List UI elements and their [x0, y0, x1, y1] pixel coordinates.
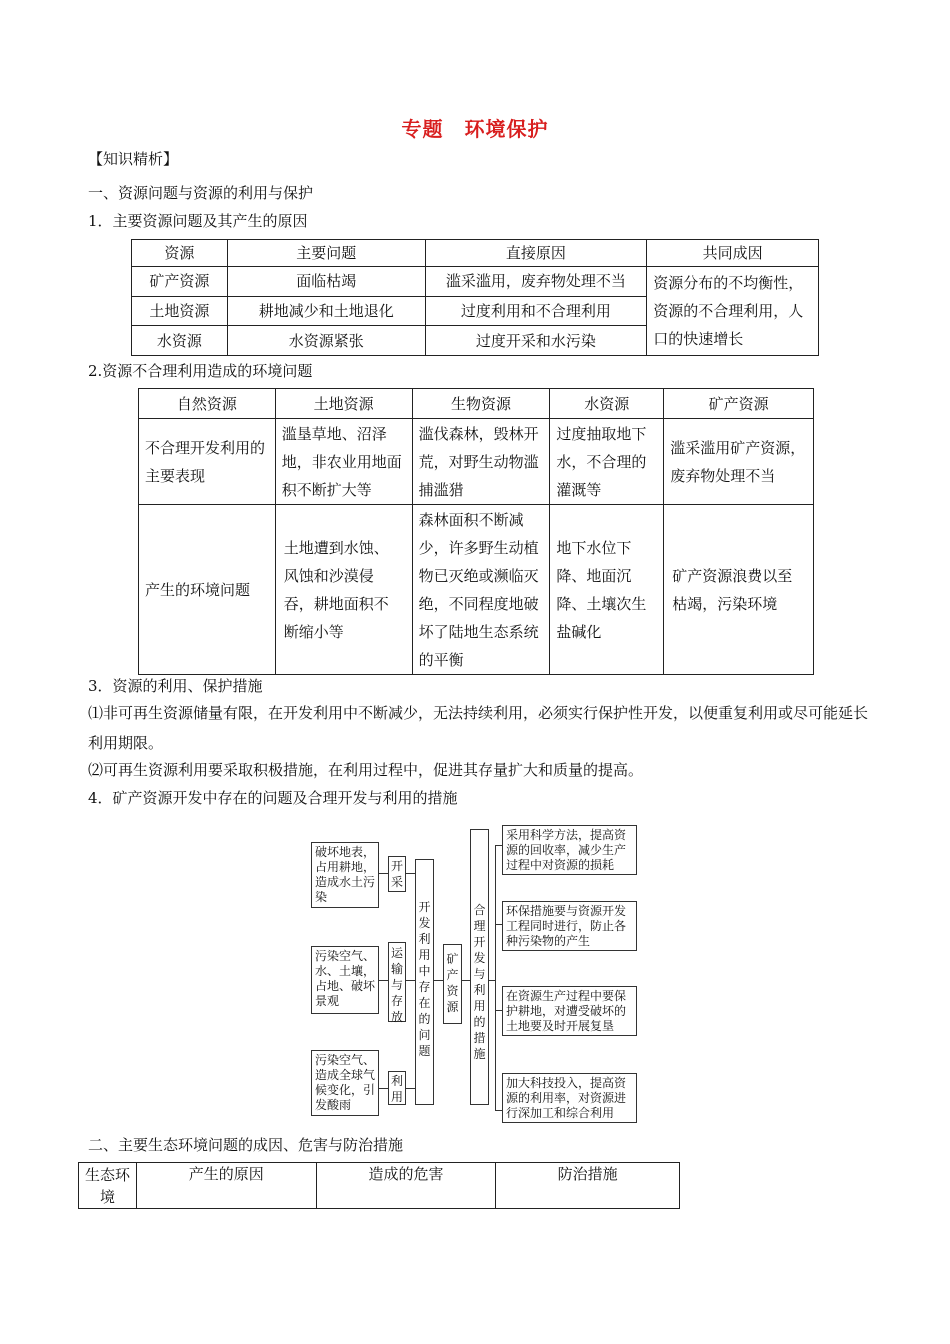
ecology-problems-table: [78, 1162, 680, 1209]
table2-header: 水资源: [550, 389, 664, 419]
table2-header: 生物资源: [412, 389, 550, 419]
heading-1: 一、资源问题与资源的利用与保护: [88, 184, 314, 202]
table2-header: 自然资源: [139, 389, 276, 419]
table1-header: 主要问题: [227, 240, 425, 267]
page-title: 专题 环境保护: [401, 117, 549, 141]
table1-cell: 矿产资源: [132, 267, 228, 297]
table1-header: 直接原因: [425, 240, 647, 267]
right-box: 环保措施要与资源开发工程同时进行，防止各种污染物的产生: [502, 901, 637, 951]
table2-cell: 地下水位下降、地面沉降、土壤次生盐碱化: [550, 505, 664, 675]
table2-cell: 土地遭到水蚀、风蚀和沙漠侵吞，耕地面积不断缩小等: [275, 505, 412, 675]
table2-row-label: 产生的环境问题: [139, 505, 276, 675]
table2-cell: 矿产资源浪费以至枯竭，污染环境: [664, 505, 814, 675]
table2-cell: 滥伐森林，毁林开荒，对野生动物滥捕滥猎: [412, 419, 550, 505]
table3-header: 生态环境: [79, 1163, 137, 1209]
table2-cell: 过度抽取地下水，不合理的灌溉等: [550, 419, 664, 505]
stage-box: 运输与存放: [388, 942, 406, 1022]
table1-cell: 面临枯竭: [227, 267, 425, 297]
left-box: 污染空气、造成全球气候变化，引发酸雨: [311, 1050, 379, 1116]
table1-cell: 土地资源: [132, 296, 228, 326]
table2-header: 土地资源: [275, 389, 412, 419]
table1-cell: 滥采滥用，废弃物处理不当: [425, 267, 647, 297]
paragraph-2: ⑵可再生资源利用要采取积极措施，在利用过程中，促进其存量扩大和质量的提高。: [88, 761, 644, 779]
section-tag: 【知识精析】: [88, 150, 179, 168]
right-box: 加大科技投入，提高资源的利用率，对资源进行深加工和综合利用: [502, 1073, 637, 1123]
table3-header: 产生的原因: [136, 1163, 316, 1209]
problems-box: 开发利用中存在的问题: [415, 859, 434, 1105]
measures-box: 合理开发与利用的措施: [470, 829, 489, 1105]
heading-1-1: 1．主要资源问题及其产生的原因: [88, 212, 308, 230]
stage-box: 利用: [388, 1071, 406, 1105]
table1-header: 资源: [132, 240, 228, 267]
table1-cell: 水资源: [132, 326, 228, 356]
table1-cell: 水资源紧张: [227, 326, 425, 356]
table2-header: 矿产资源: [664, 389, 814, 419]
table2-cell: 森林面积不断减少，许多野生动植物已灭绝或濒临灭绝，不同程度地破坏了陆地生态系统的平衡: [412, 505, 550, 675]
stage-box: 开采: [388, 856, 406, 892]
table1-cell: 过度利用和不合理利用: [425, 296, 647, 326]
table3-header: 造成的危害: [316, 1163, 496, 1209]
table1-cell: 过度开采和水污染: [425, 326, 647, 356]
table1-common-cause: 资源分布的不均衡性，资源的不合理利用，人口的快速增长: [647, 267, 819, 356]
heading-1-4: 4．矿产资源开发中存在的问题及合理开发与利用的措施: [88, 789, 458, 807]
heading-1-3: 3．资源的利用、保护措施: [88, 677, 263, 695]
table1-cell: 耕地减少和土地退化: [227, 296, 425, 326]
left-box: 破坏地表，占用耕地，造成水土污染: [311, 842, 379, 908]
right-box: 采用科学方法，提高资源的回收率，减少生产过程中对资源的损耗: [502, 825, 637, 875]
table2-cell: 滥垦草地、沼泽地，非农业用地面积不断扩大等: [275, 419, 412, 505]
left-box: 污染空气、水、土壤，占地、破坏景观: [311, 946, 379, 1014]
table2-cell: 滥采滥用矿产资源，废弃物处理不当: [664, 419, 814, 505]
table2-row-label: 不合理开发利用的主要表现: [139, 419, 276, 505]
table1-header: 共同成因: [647, 240, 819, 267]
heading-2: 二、主要生态环境问题的成因、危害与防治措施: [88, 1136, 404, 1154]
heading-1-2: 2.资源不合理利用造成的环境问题: [88, 362, 313, 380]
right-box: 在资源生产过程中要保护耕地，对遭受破坏的土地要及时开展复垦: [502, 986, 637, 1036]
center-box: 矿产资源: [443, 944, 462, 1024]
table3-header: 防治措施: [496, 1163, 680, 1209]
paragraph-1: ⑴非可再生资源储量有限，在开发利用中不断减少，无法持续利用，必须实行保护性开发，以便重复利用或尽可能延长利用期限。: [88, 704, 869, 752]
